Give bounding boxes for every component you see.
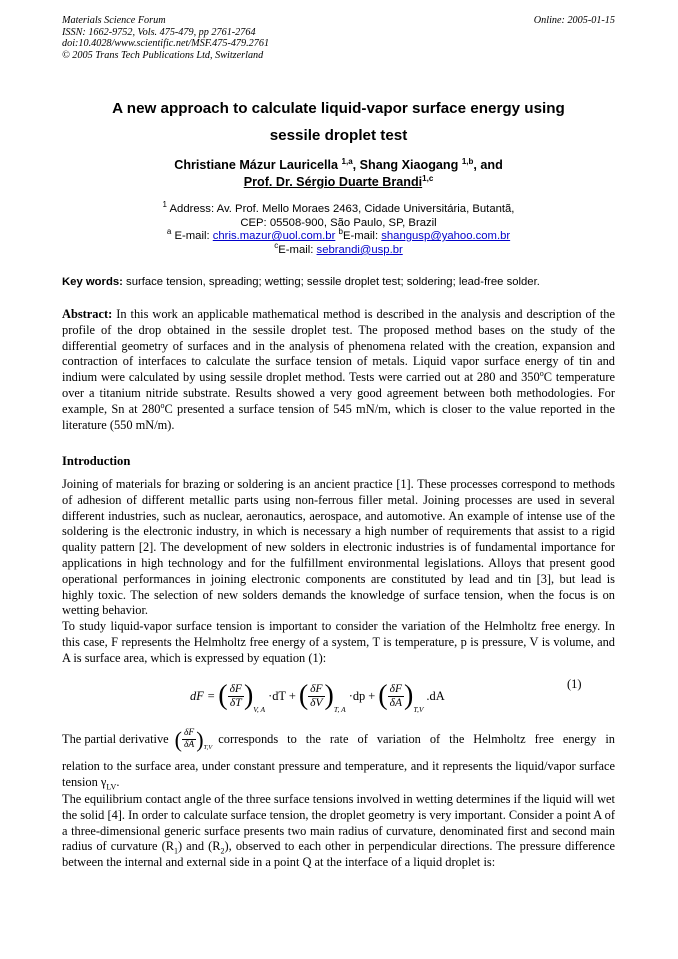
author-1: Christiane Mázur Lauricella <box>174 158 339 172</box>
issn-line: ISSN: 1662-9752, Vols. 475-479, pp 2761-2764 <box>62 26 256 38</box>
address-line-1: Address: Av. Prof. Mello Moraes 2463, Cidade Universitária, Butantã, <box>167 203 515 215</box>
copyright-line: © 2005 Trans Tech Publications Ltd, Switzerland <box>62 49 264 61</box>
partial-derivative-continuation: relation to the surface area, under constant pressure and temperature, and it represents the liquid/vapor surface tension $\gamma_{LV}$. <box>62 759 615 792</box>
author-list <box>62 157 615 191</box>
author-2: , Shang Xiaogang <box>352 158 459 172</box>
partial-derivative-line: The partial derivative ( $\frac{\delta F}{\delta A}$ ) T,V corresponds to the rate of variation of the Helmholtz free energy in <box>62 726 615 752</box>
doi-line: doi:10.4028/www.scientific.net/MSF.475-479.2761 <box>62 38 270 50</box>
address-line-2: CEP: 05508-900, São Paulo, SP, Brazil <box>240 216 437 229</box>
introduction-paragraph-2: To study liquid-vapor surface tension is important to consider the variation of the Helmholtz free energy. In this case, F represents the Helmholtz free energy of a system, T is temperature, p is pressure, V is volume, and A is surface area, which is expressed by equation (1): <box>62 619 615 665</box>
author-3-affiliation: 1,c <box>422 173 434 183</box>
abstract-paragraph: Abstract: In this work an applicable mathematical method is described in the analysis and description of the profile of the drop obtained in the sessile droplet test. The proposed method bases on the study of the differential geometry of surfaces and in the analysis of phenomena related with the creation, expansion and contraction of interfaces to calculate the surface tension of metals. Liquid vapor surface energy of tin and indium were calculated by using sessile droplet method. Tests were carried out at 280 and 350$^o$C temperature over a titanium nitride substrate. Results showed a very good agreement between both methodologies. For example, Sn at 280$^o$C presented a surface tension of 545 mN/m, which is closer to the value reported in the literature (550 mN/m). <box>62 307 615 432</box>
title-line-2: sessile droplet test <box>269 127 408 144</box>
email-link-c[interactable]: sebrandi@usp.br <box>316 243 403 256</box>
author-1-affiliation: 1,a <box>341 156 353 166</box>
online-date: Online: 2005-01-15 <box>533 15 615 26</box>
email-link-b[interactable]: shangusp@yahoo.com.br <box>381 230 511 243</box>
journal-name: Materials Science Forum <box>62 15 166 26</box>
abstract-label: Abstract: <box>62 307 113 321</box>
introduction-heading: Introduction <box>62 454 131 468</box>
introduction-body <box>62 477 615 667</box>
author-separator: , and <box>473 158 503 172</box>
paper-title <box>62 95 615 149</box>
keywords-text: surface tension, spreading; wetting; sessile droplet test; soldering; lead-free solder. <box>122 276 540 288</box>
author-2-affiliation: 1,b <box>461 156 474 166</box>
equation-1: dF = ( $\frac{\delta F}{\delta T}$ ) V, A ·dT + ( $\frac{\delta F}{\delta V}$ ) T, A ·dp + ( $\frac{\delta F}{\delta A}$ ) T,V .dA <box>190 680 445 714</box>
journal-header <box>62 15 615 61</box>
email-link-a[interactable]: chris.mazur@uol.com.br <box>212 230 336 243</box>
equation-number: (1) <box>567 677 582 691</box>
author-3: Prof. Dr. Sérgio Duarte Brandi <box>243 175 423 189</box>
title-line-1: A new approach to calculate liquid-vapor surface energy using <box>112 100 565 117</box>
keywords-label: Key words: <box>62 276 123 288</box>
partial-derivative-fraction: ( $\frac{\delta F}{\delta A}$ ) T,V <box>174 726 213 752</box>
affiliation-block: $^1$ Address: Av. Prof. Mello Moraes 2463, Cidade Universitária, Butantã, CEP: 05508-900, São Paulo, SP, Brazil $^a$ E-mail: chris.mazur@uol.com.br $^b$E-mail: shangusp@yahoo.com.br $^c$E-mail: sebrandi@usp.br <box>62 203 615 257</box>
keywords-line <box>62 276 622 288</box>
introduction-paragraph-1: Joining of materials for brazing or soldering is an ancient practice [1]. These processes correspond to methods of adhesion of different metallic parts using non-ferrous filler metal. Joining processes are used in several different industries, such as nuclear, aeronautics, aerospace, and automotive. An example of intense use of the soldering is the electronic industry, in which is necessary a high number of requirements that assist to a rigid quality pattern [2]. The development of new solders in electronic industries is of fundamental importance for applications in high technology and for the fulfillment environmental legislations. Alloys that present good operational performances in joining electronic components are constituted by lead and tin [3], but lead is highly toxic. The selection of new solders demands the knowledge of surface tension, when the focus is on wetting behavior. <box>62 477 615 618</box>
contact-angle-paragraph: The equilibrium contact angle of the three surface tensions involved in wetting determines if the liquid will wet the solid [4]. In order to calculate surface tension, the droplet geometry is very important. Consider a point A of a three-dimensional generic surface presents two main radius of curvature, denominated first and second main radius of curvature $(R_1)$ and $(R_2)$, observed to each other in perpendicular directions. The pressure difference between the internal and external side in a point Q at the interface of a liquid droplet is: <box>62 792 615 870</box>
